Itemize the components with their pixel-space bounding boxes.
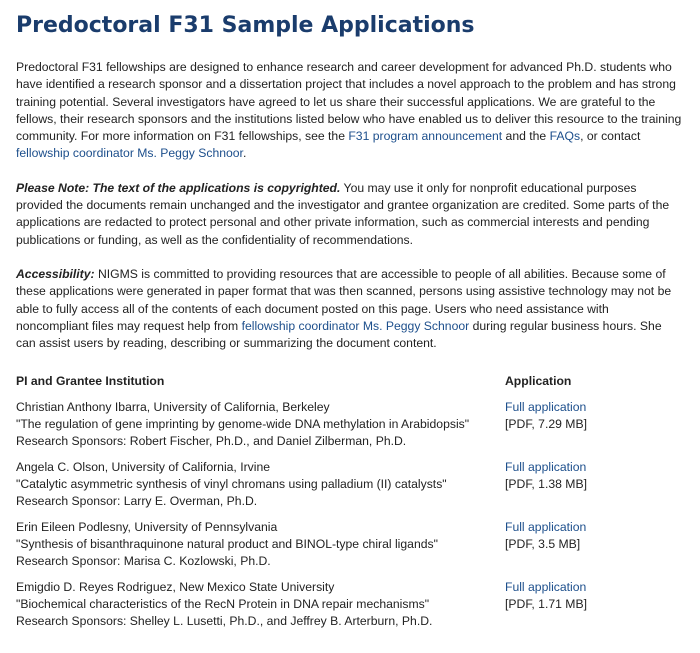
application-cell [505,579,684,639]
intro-text-4: . [242,146,247,161]
research-sponsors: Research Sponsors: Shelley L. Lusetti, Ph.D., and Jeffrey B. Arterburn, Ph.D. [16,614,433,629]
table-header-pi: PI and Grantee Institution [16,374,165,389]
research-sponsors: Research Sponsor: Marisa C. Kozlowski, Ph.D. [16,554,271,569]
f31-program-announcement-link[interactable]: F31 program announcement [348,129,503,144]
pi-cell [16,459,505,519]
file-size: [PDF, 3.5 MB] [505,537,581,552]
file-size: [PDF, 1.71 MB] [505,597,587,612]
full-application-link[interactable]: Full application [505,580,587,595]
table-row [16,519,684,579]
full-application-link[interactable]: Full application [505,460,587,475]
copyright-note [16,180,684,249]
accessibility-text-1: NIGMS is committed to providing resources that are accessible to people of all abilities. Because some of these applications were generated in paper format that was then scanned, persons using assistive technology may not be able to fully access all of the contents of each document posted on this page. Users who need assistance with noncompliant files may request help from [16,266,672,333]
full-application-link[interactable]: Full application [505,520,587,535]
pi-name: Erin Eileen Podlesny, University of Pennsylvania [16,520,278,535]
intro-text-1: Predoctoral F31 fellowships are designed to enhance research and career development for advanced Ph.D. students who have identified a research sponsor and a dissertation project that includes a novel approach to the problem and has strong training potential. Several investigators have agreed to let us share their successful applications. We are grateful to the fellows, their research sponsors and the institutions listed below who have enabled us to deliver this resource to the training community. For more information on F31 fellowships, see the [16,60,682,144]
intro-text-3: , or contact [580,129,641,144]
fellowship-coordinator-link[interactable]: fellowship coordinator Ms. Peggy Schnoor [16,146,243,161]
intro-text-2: and the [502,129,550,144]
application-cell [505,399,684,459]
table-row [16,399,684,459]
file-size: [PDF, 1.38 MB] [505,477,587,492]
accessibility-note [16,266,684,352]
research-sponsors: Research Sponsors: Robert Fischer, Ph.D., and Daniel Zilberman, Ph.D. [16,434,407,449]
pi-cell [16,399,505,459]
applications-table [16,373,684,639]
application-cell [505,459,684,519]
copyright-note-lead: Please Note: The text of the applications is copyrighted. [16,180,341,195]
pi-cell [16,579,505,639]
pi-name: Emigdio D. Reyes Rodriguez, New Mexico State University [16,580,335,595]
project-title: "Catalytic asymmetric synthesis of vinyl chromans using palladium (II) catalysts" [16,477,447,492]
application-cell [505,519,684,579]
project-title: "The regulation of gene imprinting by genome-wide DNA methylation in Arabidopsis" [16,417,470,432]
table-row [16,459,684,519]
accessibility-text-2: during regular business hours. She can assist users by reading, describing or summarizing the document content. [16,318,662,351]
table-header-application: Application [505,374,572,389]
pi-name: Christian Anthony Ibarra, University of California, Berkeley [16,400,330,415]
pi-name: Angela C. Olson, University of California, Irvine [16,460,271,475]
faqs-link[interactable]: FAQs [549,129,581,144]
research-sponsors: Research Sponsor: Larry E. Overman, Ph.D. [16,494,258,509]
pi-cell [16,519,505,579]
table-header-row [16,373,684,399]
project-title: "Synthesis of bisanthraquinone natural product and BINOL-type chiral ligands" [16,537,438,552]
copyright-note-text: You may use it only for nonprofit educational purposes provided the documents remain unchanged and the investigator and grantee organization are credited. Some parts of the applications are redacted to protect personal and other private information, such as commercial interests and pending publications or funding, as well as the confidentiality of recommendations. [16,180,670,247]
accessibility-coordinator-link[interactable]: fellowship coordinator Ms. Peggy Schnoor [241,318,470,333]
file-size: [PDF, 7.29 MB] [505,417,587,432]
project-title: "Biochemical characteristics of the RecN Protein in DNA repair mechanisms" [16,597,430,612]
intro-paragraph [16,59,684,163]
table-row [16,579,684,639]
accessibility-lead: Accessibility: [16,266,95,281]
page-title: Predoctoral F31 Sample Applications [16,13,475,38]
full-application-link[interactable]: Full application [505,400,587,415]
